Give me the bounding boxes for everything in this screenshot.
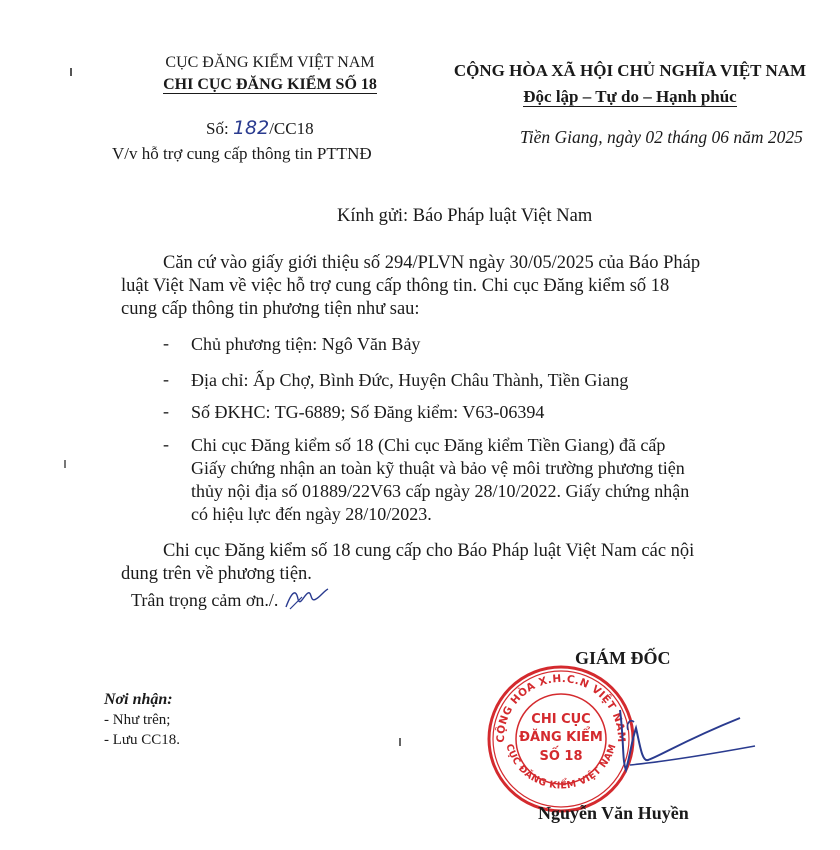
scan-mark <box>70 68 72 76</box>
seal-line-1: CHI CỤC <box>531 712 591 727</box>
document-number <box>206 117 314 139</box>
bullet-text: thủy nội địa số 01889/22V63 cấp ngày 28/10/2022. Giấy chứng nhận <box>191 481 690 501</box>
bullet-dash: - <box>163 401 169 421</box>
intro-line-3: cung cấp thông tin phương tiện như sau: <box>121 299 420 319</box>
place-date: Tiền Giang, ngày 02 tháng 06 năm 2025 <box>520 127 803 147</box>
agency-name: CỤC ĐĂNG KIỂM VIỆT NAM <box>165 54 375 71</box>
bullet-text: Chủ phương tiện: Ngô Văn Bảy <box>191 334 421 354</box>
number-label: Số: <box>206 119 229 138</box>
handwritten-number: 182 <box>232 117 270 139</box>
bullet-dash: - <box>163 333 169 353</box>
header-left <box>120 52 420 96</box>
header-right <box>440 58 820 110</box>
scan-mark <box>399 738 401 746</box>
signer-name: Nguyễn Văn Huyền <box>538 803 689 823</box>
scan-mark <box>64 460 66 468</box>
number-suffix: /CC18 <box>269 119 314 138</box>
bullet-text: Chi cục Đăng kiểm số 18 (Chi cục Đăng kiểm Tiền Giang) đã cấp <box>191 435 666 455</box>
intro-line-1: Căn cứ vào giấy giới thiệu số 294/PLVN ngày 30/05/2025 của Báo Pháp <box>163 253 701 273</box>
motto: Độc lập – Tự do – Hạnh phúc <box>523 87 737 106</box>
nation-title: CỘNG HÒA XÃ HỘI CHỦ NGHĨA VIỆT NAM <box>453 61 807 80</box>
sub-agency-name: CHI CỤC ĐĂNG KIỂM SỐ 18 <box>163 76 377 93</box>
initials-scribble <box>282 585 330 613</box>
seal-line-2: ĐĂNG KIỂM <box>519 730 603 745</box>
closing-line-1: Chi cục Đăng kiểm số 18 cung cấp cho Báo Pháp luật Việt Nam các nội <box>163 541 695 561</box>
regards-line: Trân trọng cảm ơn./. <box>131 590 279 610</box>
list-item: - Lưu CC18. <box>104 732 181 748</box>
bullet-text: Số ĐKHC: TG-6889; Số Đăng kiểm: V63-06394 <box>191 402 545 422</box>
closing-line-2: dung trên về phương tiện. <box>121 564 312 584</box>
seal-ring-text: CỘNG HÒA X.H.C.N VIỆT NAM <box>494 672 628 743</box>
signer-title: GIÁM ĐỐC <box>575 648 671 668</box>
seal-line-3: SỐ 18 <box>539 749 583 764</box>
subject-line: V/v hỗ trợ cung cấp thông tin PTTNĐ <box>112 144 372 163</box>
recipient-line: Kính gửi: Báo Pháp luật Việt Nam <box>337 206 593 226</box>
list-item: - Như trên; <box>104 712 171 728</box>
recipients-block <box>104 690 180 750</box>
recipients-title: Nơi nhận: <box>104 691 173 708</box>
seal-ring-text-bottom: CỤC ĐĂNG KIỂM VIỆT NAM <box>503 742 619 792</box>
intro-line-2: luật Việt Nam về việc hỗ trợ cung cấp thông tin. Chi cục Đăng kiểm số 18 <box>121 276 670 296</box>
bullet-text: có hiệu lực đến ngày 28/10/2023. <box>191 504 432 524</box>
bullet-dash: - <box>163 434 169 454</box>
bullet-text: Giấy chứng nhận an toàn kỹ thuật và bảo vệ môi trường phương tiện <box>191 458 685 478</box>
bullet-text: Địa chỉ: Ấp Chợ, Bình Đức, Huyện Châu Thành, Tiền Giang <box>191 370 629 390</box>
bullet-dash: - <box>163 369 169 389</box>
signature <box>590 700 770 790</box>
